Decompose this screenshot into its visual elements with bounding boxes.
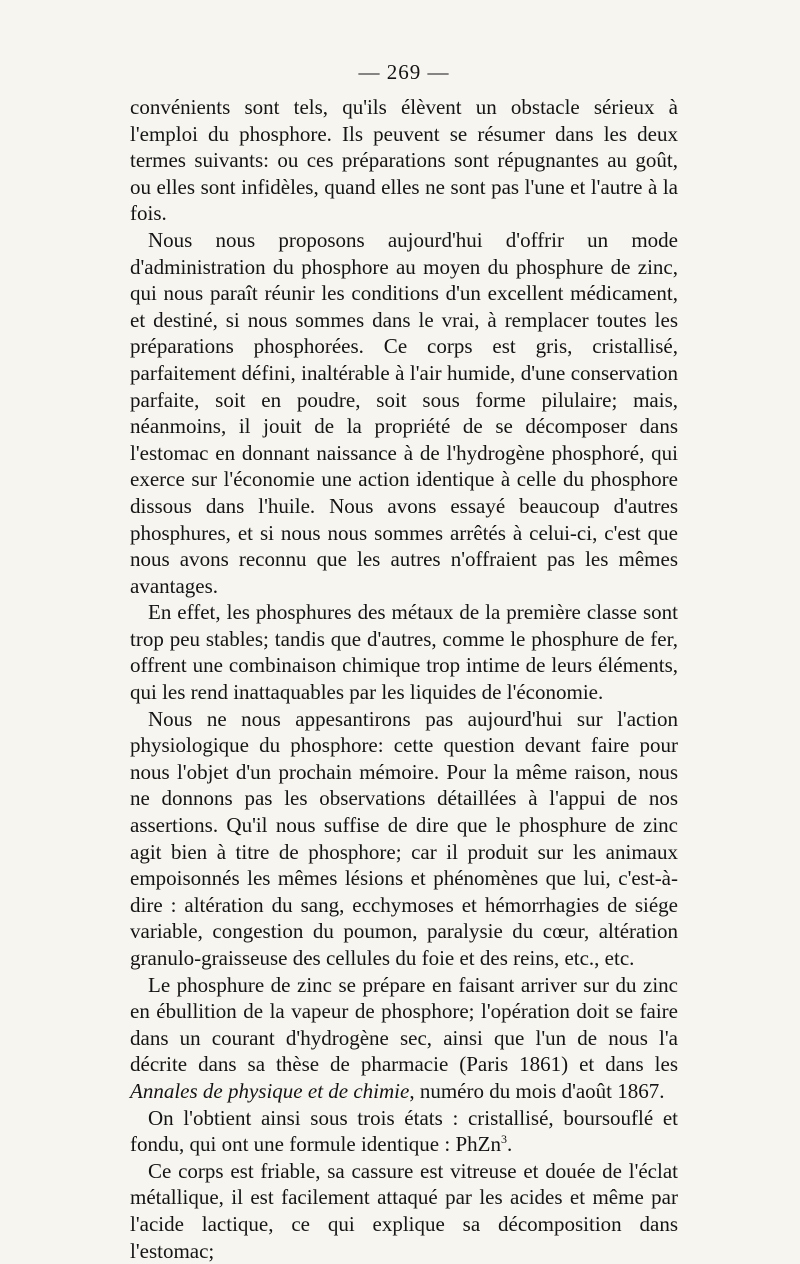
book-page — [130, 58, 678, 1264]
paragraph-metal-phosphides: En effet, les phosphures des métaux de la première classe sont trop peu stables; tandis que d'autres, comme le phosphure de fer, offrent une combinaison chimique trop intime de leurs éléments, qui les rend inattaquables par les liquides de l'économie. — [130, 600, 678, 705]
formula-subscript: 3 — [500, 1132, 507, 1147]
paragraph-properties: Ce corps est friable, sa cassure est vitreuse et douée de l'éclat métallique, il est facilement attaqué par les acides et même par l'acide lactique, ce qui explique sa décomposition dans l'estomac; — [130, 1158, 678, 1263]
paragraph-zinc-phosphide-proposal: Nous nous proposons aujourd'hui d'offrir un mode d'administration du phosphore au moyen du phosphure de zinc, qui nous paraît réunir les conditions d'un excellent médicament, et destiné, si nous sommes dans le vrai, à remplacer toutes les préparations phosphorées. Ce corps est gris, cristallisé, parfaitement défini, inaltérable à l'air humide, d'une conservation parfaite, soit en poudre, soit sous forme pilulaire; mais, néanmoins, il jouit de la propriété de se décomposer dans l'estomac en donnant naissance à de l'hydrogène phosphoré, qui exerce sur l'économie une action identique à celle du phosphore dissous dans l'huile. Nous avons essayé beaucoup d'autres phosphures, et si nous nous sommes arrêtés à celui-ci, c'est que nous avons reconnu que les autres n'offraient pas les mêmes avantages. — [130, 227, 678, 598]
page-number: — 269 — — [358, 60, 450, 84]
paragraph-three-states — [130, 1105, 678, 1158]
preparation-text-before: Le phosphure de zinc se prépare en faisant arriver sur du zinc en ébullition de la vapeur de phosphore; l'opération doit se faire dans un courant d'hydrogène sec, ainsi que l'un de nous l'a décrite dans sa thèse de pharmacie (Paris 1861) et dans les — [130, 972, 678, 1077]
preparation-text-after: , numéro du mois d'août 1867. — [409, 1078, 665, 1103]
states-text-before: On l'obtient ainsi sous trois états : cristallisé, boursouflé et fondu, qui ont une formule identique : PhZn — [130, 1105, 678, 1157]
paragraph-continuation: convénients sont tels, qu'ils élèvent un obstacle sérieux à l'emploi du phosphore. Ils peuvent se résumer dans les deux termes suivants: ou ces préparations sont répugnantes au goût, ou elles sont infidèles, quand elles ne sont pas l'une et l'autre à la fois. — [130, 95, 678, 226]
journal-title: Annales de physique et de chimie — [130, 1078, 410, 1103]
paragraph-preparation — [130, 972, 678, 1105]
states-text-after: . — [506, 1132, 513, 1157]
paragraph-physiological-action: Nous ne nous appesantirons pas aujourd'hui sur l'action physiologique du phosphore: cette question devant faire pour nous l'objet d'un prochain mémoire. Pour la même raison, nous ne donnons pas les observations détaillées à l'appui de nos assertions. Qu'il nous suffise de dire que le phosphure de zinc agit bien à titre de phosphore; car il produit sur les animaux empoisonnés les mêmes lésions et phénomènes que lui, c'est-à-dire : altération du sang, ecchymoses et hémorrhagies de siége variable, congestion du poumon, paralysie du cœur, altération granulo-graisseuse des cellules du foie et des reins, etc., etc. — [130, 706, 678, 970]
